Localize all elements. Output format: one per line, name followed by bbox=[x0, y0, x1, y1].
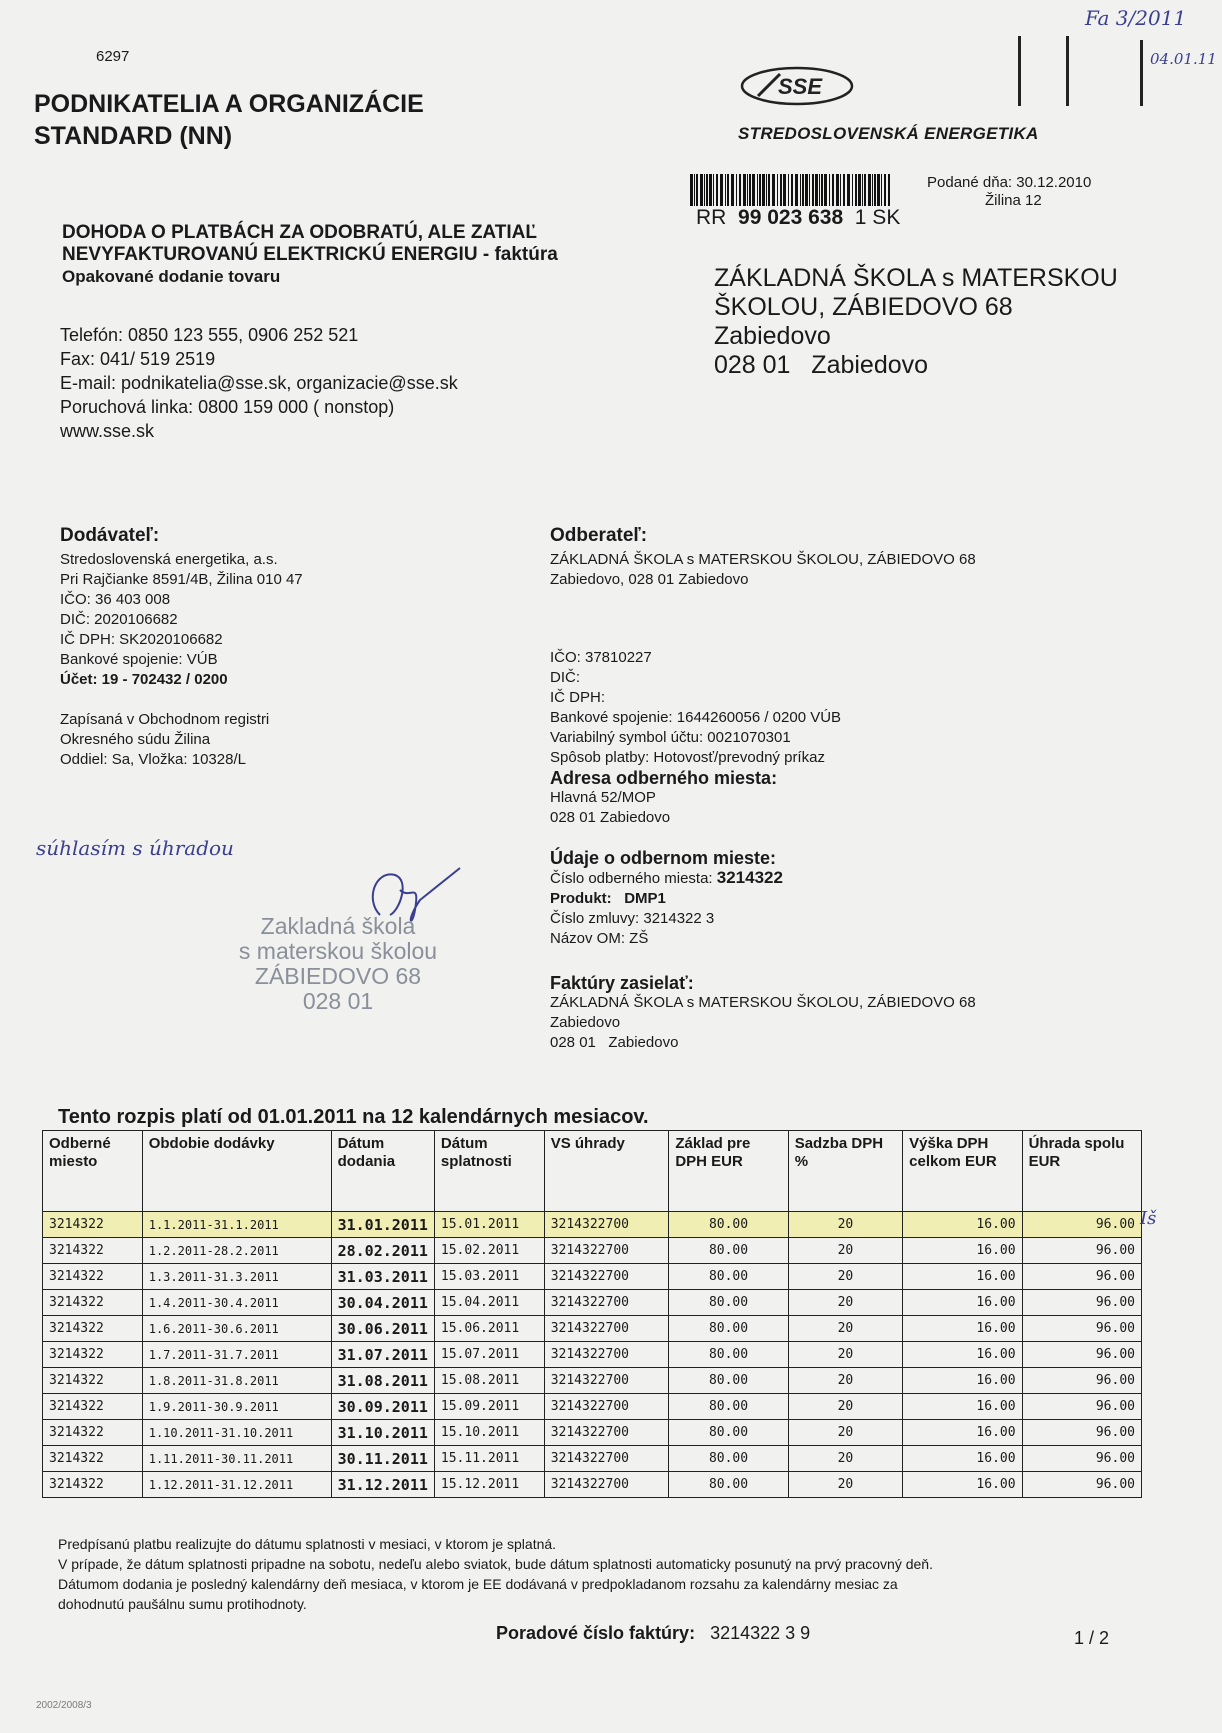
title-sub: Opakované dodanie tovaru bbox=[62, 267, 281, 286]
table-cell: 1.4.2011-30.4.2011 bbox=[142, 1290, 331, 1316]
table-cell: 3214322700 bbox=[544, 1368, 669, 1394]
recipient-address bbox=[714, 264, 1118, 380]
table-cell: 96.00 bbox=[1022, 1238, 1141, 1264]
table-cell: 3214322700 bbox=[544, 1264, 669, 1290]
table-cell: 30.06.2011 bbox=[331, 1316, 434, 1342]
table-cell: 96.00 bbox=[1022, 1446, 1141, 1472]
customer-id-line: Bankové spojenie: 1644260056 / 0200 VÚB bbox=[550, 709, 842, 726]
footer-note: dohodnutú paušálnu sumu protihodnoty. bbox=[58, 1596, 307, 1612]
table-row bbox=[43, 1316, 1142, 1342]
table-cell: 20 bbox=[788, 1316, 902, 1342]
table-cell: 16.00 bbox=[903, 1212, 1022, 1238]
company-name: STREDOSLOVENSKÁ ENERGETIKA bbox=[738, 124, 1039, 143]
reg-number: 99 023 638 bbox=[738, 206, 844, 229]
table-cell: 80.00 bbox=[669, 1290, 788, 1316]
table-cell: 31.12.2011 bbox=[331, 1472, 434, 1498]
stamp-line: ZÁBIEDOVO 68 bbox=[254, 963, 422, 989]
table-cell: 96.00 bbox=[1022, 1368, 1141, 1394]
recipient-line: ZÁKLADNÁ ŠKOLA s MATERSKOU bbox=[714, 264, 1118, 292]
table-cell: 20 bbox=[788, 1264, 902, 1290]
table-row bbox=[43, 1238, 1142, 1264]
document-number: 6297 bbox=[96, 48, 130, 65]
table-cell: 80.00 bbox=[669, 1472, 788, 1498]
table-cell: 15.07.2011 bbox=[434, 1342, 544, 1368]
table-cell: 20 bbox=[788, 1238, 902, 1264]
table-row bbox=[43, 1446, 1142, 1472]
table-cell: 3214322 bbox=[43, 1316, 143, 1342]
table-cell: 3214322700 bbox=[544, 1238, 669, 1264]
table-cell: 20 bbox=[788, 1472, 902, 1498]
footer-note: Predpísanú platbu realizujte do dátumu splatnosti v mesiaci, v ktorom je splatná. bbox=[58, 1536, 557, 1552]
table-cell: 16.00 bbox=[903, 1342, 1022, 1368]
table-cell: 16.00 bbox=[903, 1446, 1022, 1472]
recipient-line: ŠKOLOU, ZÁBIEDOVO 68 bbox=[714, 293, 1013, 321]
supplier-line: IČO: 36 403 008 bbox=[60, 591, 171, 608]
stamp-line: s materskou školou bbox=[238, 938, 438, 964]
supplier-reg-line: Zapísaná v Obchodnom registri bbox=[60, 711, 270, 728]
table-row bbox=[43, 1472, 1142, 1498]
invoice-number-label: Poradové číslo faktúry: bbox=[496, 1623, 696, 1643]
table-row bbox=[43, 1264, 1142, 1290]
table-cell: 3214322 bbox=[43, 1472, 143, 1498]
customer-id-line: Variabilný symbol účtu: 0021070301 bbox=[550, 729, 791, 746]
supplier-line: Stredoslovenská energetika, a.s. bbox=[60, 551, 278, 568]
table-cell: 96.00 bbox=[1022, 1212, 1141, 1238]
table-cell: 15.03.2011 bbox=[434, 1264, 544, 1290]
document-title bbox=[62, 222, 558, 288]
table-cell: 3214322 bbox=[43, 1238, 143, 1264]
table-cell: 20 bbox=[788, 1394, 902, 1420]
table-cell: 80.00 bbox=[669, 1316, 788, 1342]
table-cell: 30.11.2011 bbox=[331, 1446, 434, 1472]
handwritten-date: 04.01.11 bbox=[1150, 50, 1217, 68]
table-cell: 80.00 bbox=[669, 1342, 788, 1368]
supplier-account: Účet: 19 - 702432 / 0200 bbox=[60, 671, 228, 688]
site-heading: Adresa odberného miesta: bbox=[550, 768, 778, 788]
table-cell: 3214322700 bbox=[544, 1472, 669, 1498]
table-cell: 31.10.2011 bbox=[331, 1420, 434, 1446]
supplier-line: DIČ: 2020106682 bbox=[60, 611, 178, 628]
supplier-line: Bankové spojenie: VÚB bbox=[60, 651, 218, 668]
reg-suffix: 1 SK bbox=[854, 206, 901, 229]
recipient-line: Zabiedovo bbox=[714, 322, 831, 350]
send-line: 028 01 Zabiedovo bbox=[550, 1034, 679, 1051]
table-cell: 16.00 bbox=[903, 1368, 1022, 1394]
table-cell: 96.00 bbox=[1022, 1472, 1141, 1498]
stamp-line: Zakladná škola bbox=[260, 913, 416, 939]
table-cell: 80.00 bbox=[669, 1212, 788, 1238]
site-line: Hlavná 52/MOP bbox=[550, 789, 656, 806]
footer-notes bbox=[58, 1534, 1158, 1614]
table-cell: 15.04.2011 bbox=[434, 1290, 544, 1316]
customer-segment-heading bbox=[34, 88, 424, 152]
table-cell: 80.00 bbox=[669, 1420, 788, 1446]
table-cell: 3214322700 bbox=[544, 1316, 669, 1342]
table-cell: 96.00 bbox=[1022, 1394, 1141, 1420]
send-line: Zabiedovo bbox=[550, 1014, 621, 1031]
table-cell: 30.09.2011 bbox=[331, 1394, 434, 1420]
table-cell: 80.00 bbox=[669, 1238, 788, 1264]
title-line-2: NEVYFAKTUROVANÚ ELEKTRICKÚ ENERGIU - faktúra bbox=[62, 244, 558, 265]
table-cell: 15.12.2011 bbox=[434, 1472, 544, 1498]
supplier-heading: Dodávateľ: bbox=[60, 525, 160, 546]
table-cell: 3214322 bbox=[43, 1420, 143, 1446]
registered-mail-number bbox=[696, 206, 900, 230]
invoice-number bbox=[496, 1623, 810, 1644]
handwritten-invoice-ref: Fa 3/2011 bbox=[1085, 6, 1187, 30]
table-cell: 3214322 bbox=[43, 1394, 143, 1420]
column-header: Sadzba DPH % bbox=[788, 1131, 902, 1212]
table-cell: 80.00 bbox=[669, 1368, 788, 1394]
table-cell: 1.12.2011-31.12.2011 bbox=[142, 1472, 331, 1498]
heading-line-2: STANDARD (NN) bbox=[34, 122, 233, 150]
table-cell: 96.00 bbox=[1022, 1290, 1141, 1316]
column-header: Obdobie dodávky bbox=[142, 1131, 331, 1212]
table-cell: 31.07.2011 bbox=[331, 1342, 434, 1368]
contact-phone: Telefón: 0850 123 555, 0906 252 521 bbox=[60, 325, 359, 345]
table-cell: 20 bbox=[788, 1212, 902, 1238]
table-row bbox=[43, 1212, 1142, 1238]
table-row bbox=[43, 1420, 1142, 1446]
contract-line: Číslo zmluvy: 3214322 3 bbox=[550, 910, 715, 927]
point-row bbox=[550, 868, 976, 889]
table-cell: 3214322 bbox=[43, 1368, 143, 1394]
table-cell: 3214322700 bbox=[544, 1394, 669, 1420]
table-cell: 1.6.2011-30.6.2011 bbox=[142, 1316, 331, 1342]
column-header: Základ pre DPH EUR bbox=[669, 1131, 788, 1212]
table-cell: 31.08.2011 bbox=[331, 1368, 434, 1394]
table-cell: 15.09.2011 bbox=[434, 1394, 544, 1420]
column-header: Úhrada spolu EUR bbox=[1022, 1131, 1141, 1212]
table-cell: 1.3.2011-31.3.2011 bbox=[142, 1264, 331, 1290]
table-row bbox=[43, 1342, 1142, 1368]
divider-line bbox=[1140, 40, 1143, 106]
table-cell: 3214322700 bbox=[544, 1420, 669, 1446]
table-cell: 31.01.2011 bbox=[331, 1212, 434, 1238]
contact-hotline: Poruchová linka: 0800 159 000 ( nonstop) bbox=[60, 397, 395, 417]
supplier-block bbox=[60, 526, 303, 770]
divider-line bbox=[1066, 36, 1069, 106]
table-cell: 20 bbox=[788, 1368, 902, 1394]
table-row bbox=[43, 1368, 1142, 1394]
table-cell: 80.00 bbox=[669, 1264, 788, 1290]
sse-logo bbox=[740, 66, 855, 106]
customer-id-line: Spôsob platby: Hotovosť/prevodný príkaz bbox=[550, 749, 825, 766]
column-header: VS úhrady bbox=[544, 1131, 669, 1212]
supplier-line: IČ DPH: SK2020106682 bbox=[60, 631, 223, 648]
heading-line-1: PODNIKATELIA A ORGANIZÁCIE bbox=[34, 90, 424, 118]
table-cell: 16.00 bbox=[903, 1472, 1022, 1498]
payment-schedule-table bbox=[42, 1130, 1142, 1498]
table-cell: 96.00 bbox=[1022, 1420, 1141, 1446]
posted-office: Žilina 12 bbox=[985, 192, 1042, 209]
product-label: Produkt: bbox=[550, 890, 612, 907]
customer-line: Zabiedovo, 028 01 Zabiedovo bbox=[550, 571, 749, 588]
table-cell: 3214322 bbox=[43, 1290, 143, 1316]
contact-fax: Fax: 041/ 519 2519 bbox=[60, 349, 216, 369]
table-cell: 16.00 bbox=[903, 1316, 1022, 1342]
product-value: DMP1 bbox=[624, 890, 666, 907]
signature-icon bbox=[360, 860, 470, 930]
schedule-title: Tento rozpis platí od 01.01.2011 na 12 kalendárnych mesiacov. bbox=[58, 1106, 649, 1128]
product-row bbox=[550, 889, 976, 909]
table-cell: 80.00 bbox=[669, 1394, 788, 1420]
table-header-row bbox=[43, 1131, 1142, 1212]
table-cell: 1.7.2011-31.7.2011 bbox=[142, 1342, 331, 1368]
customer-id-line: IČ DPH: bbox=[550, 689, 606, 706]
table-cell: 31.03.2011 bbox=[331, 1264, 434, 1290]
table-cell: 16.00 bbox=[903, 1264, 1022, 1290]
customer-id-line: DIČ: bbox=[550, 669, 580, 686]
contact-info bbox=[60, 323, 458, 443]
barcode-icon bbox=[690, 174, 890, 206]
column-header: Výška DPH celkom EUR bbox=[903, 1131, 1022, 1212]
table-cell: 80.00 bbox=[669, 1446, 788, 1472]
table-cell: 1.2.2011-28.2.2011 bbox=[142, 1238, 331, 1264]
supplier-reg-line: Okresného súdu Žilina bbox=[60, 731, 211, 748]
table-cell: 3214322 bbox=[43, 1212, 143, 1238]
customer-id-line: IČO: 37810227 bbox=[550, 649, 652, 666]
table-cell: 15.10.2011 bbox=[434, 1420, 544, 1446]
table-cell: 15.02.2011 bbox=[434, 1238, 544, 1264]
table-cell: 3214322 bbox=[43, 1264, 143, 1290]
divider-line bbox=[1018, 36, 1021, 106]
table-row bbox=[43, 1290, 1142, 1316]
table-cell: 16.00 bbox=[903, 1394, 1022, 1420]
table-cell: 15.06.2011 bbox=[434, 1316, 544, 1342]
recipient-line: 028 01 Zabiedovo bbox=[714, 351, 929, 379]
table-cell: 28.02.2011 bbox=[331, 1238, 434, 1264]
table-cell: 15.01.2011 bbox=[434, 1212, 544, 1238]
table-cell: 20 bbox=[788, 1420, 902, 1446]
table-cell: 20 bbox=[788, 1290, 902, 1316]
posted-date: Podané dňa: 30.12.2010 bbox=[927, 174, 1092, 191]
invoice-number-value: 3214322 3 9 bbox=[710, 1623, 811, 1643]
footer-note: V prípade, že dátum splatnosti pripadne na sobotu, nedeľu alebo sviatok, bude dátum splatnosti automaticky posunutý na prvý pracovný deň. bbox=[58, 1556, 933, 1572]
handwritten-approval: súhlasím s úhradou bbox=[36, 836, 234, 860]
table-cell: 1.9.2011-30.9.2011 bbox=[142, 1394, 331, 1420]
info-heading: Údaje o odbernom mieste: bbox=[550, 848, 777, 868]
customer-heading: Odberateľ: bbox=[550, 525, 648, 546]
table-cell: 3214322700 bbox=[544, 1342, 669, 1368]
point-label: Číslo odberného miesta: bbox=[550, 870, 713, 887]
customer-block bbox=[550, 526, 976, 1053]
form-code: 2002/2008/3 bbox=[36, 1700, 92, 1711]
table-cell: 16.00 bbox=[903, 1420, 1022, 1446]
table-cell: 3214322700 bbox=[544, 1446, 669, 1472]
table-cell: 1.10.2011-31.10.2011 bbox=[142, 1420, 331, 1446]
table-cell: 96.00 bbox=[1022, 1316, 1141, 1342]
send-heading: Faktúry zasielať: bbox=[550, 973, 694, 993]
table-cell: 3214322700 bbox=[544, 1212, 669, 1238]
table-cell: 20 bbox=[788, 1446, 902, 1472]
om-name-line: Názov OM: ZŠ bbox=[550, 930, 649, 947]
posted-info bbox=[927, 174, 1091, 210]
table-cell: 96.00 bbox=[1022, 1342, 1141, 1368]
table-cell: 3214322 bbox=[43, 1446, 143, 1472]
reg-prefix: RR bbox=[696, 206, 727, 229]
stamp-line: 028 01 bbox=[302, 988, 374, 1014]
customer-line: ZÁKLADNÁ ŠKOLA s MATERSKOU ŠKOLOU, ZÁBIEDOVO 68 bbox=[550, 551, 976, 568]
point-value: 3214322 bbox=[716, 868, 783, 887]
page-number: 1 / 2 bbox=[1074, 1628, 1110, 1648]
table-cell: 30.04.2011 bbox=[331, 1290, 434, 1316]
table-cell: 1.1.2011-31.1.2011 bbox=[142, 1212, 331, 1238]
table-cell: 16.00 bbox=[903, 1290, 1022, 1316]
handwritten-check-mark: Iš bbox=[1140, 1208, 1157, 1229]
table-cell: 16.00 bbox=[903, 1238, 1022, 1264]
table-row bbox=[43, 1394, 1142, 1420]
table-cell: 20 bbox=[788, 1342, 902, 1368]
column-header: Dátum splatnosti bbox=[434, 1131, 544, 1212]
site-line: 028 01 Zabiedovo bbox=[550, 809, 671, 826]
column-header: Dátum dodania bbox=[331, 1131, 434, 1212]
contact-email: E-mail: podnikatelia@sse.sk, organizacie@sse.sk bbox=[60, 373, 458, 393]
table-cell: 3214322 bbox=[43, 1342, 143, 1368]
table-cell: 15.08.2011 bbox=[434, 1368, 544, 1394]
table-cell: 96.00 bbox=[1022, 1264, 1141, 1290]
column-header: Odberné miesto bbox=[43, 1131, 143, 1212]
table-cell: 15.11.2011 bbox=[434, 1446, 544, 1472]
send-line: ZÁKLADNÁ ŠKOLA s MATERSKOU ŠKOLOU, ZÁBIEDOVO 68 bbox=[550, 994, 976, 1011]
footer-note: Dátumom dodania je posledný kalendárny deň mesiaca, v ktorom je EE dodávaná v predpokladanom rozsahu za kalendárny mesiac za bbox=[58, 1576, 898, 1592]
contact-web: www.sse.sk bbox=[60, 421, 155, 441]
logo-text: SSE bbox=[777, 74, 823, 99]
supplier-reg-line: Oddiel: Sa, Vložka: 10328/L bbox=[60, 751, 246, 768]
title-line-1: DOHODA O PLATBÁCH ZA ODOBRATÚ, ALE ZATIAĽ bbox=[62, 222, 537, 243]
table-cell: 1.8.2011-31.8.2011 bbox=[142, 1368, 331, 1394]
supplier-line: Pri Rajčianke 8591/4B, Žilina 010 47 bbox=[60, 571, 303, 588]
table-cell: 1.11.2011-30.11.2011 bbox=[142, 1446, 331, 1472]
table-cell: 3214322700 bbox=[544, 1290, 669, 1316]
